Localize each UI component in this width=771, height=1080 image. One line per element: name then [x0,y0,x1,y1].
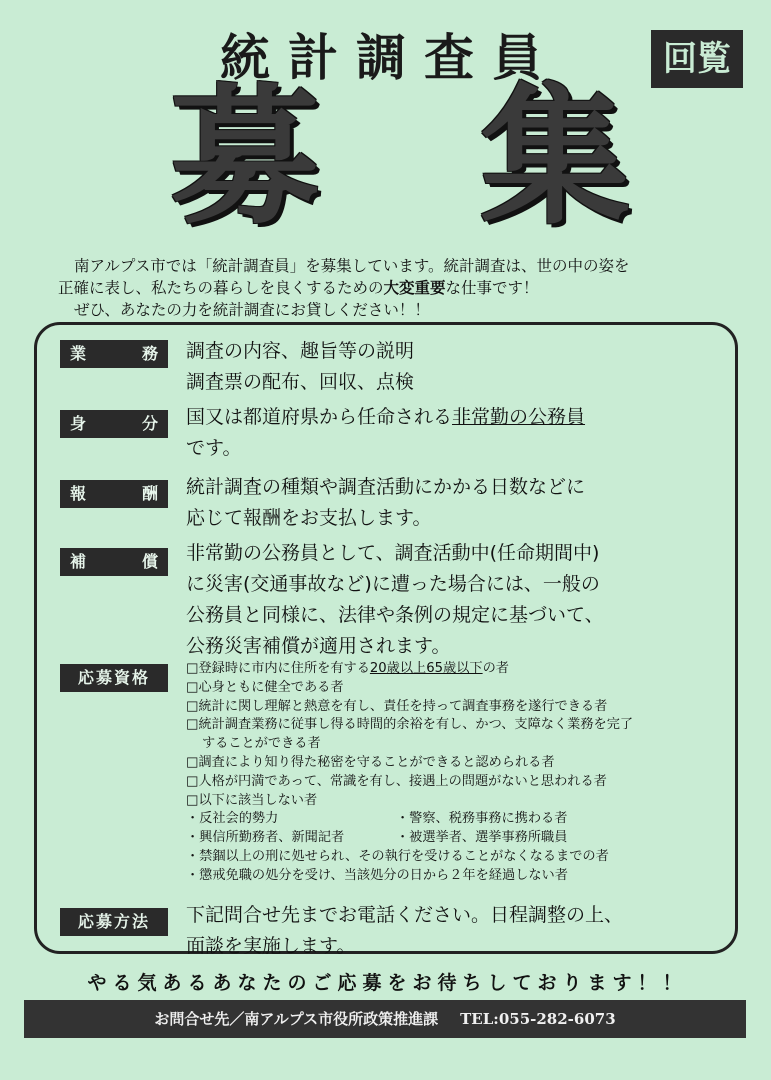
closing-message: やる気あるあなたのご応募をお待ちしております！！ [87,972,688,994]
qualification-age-range: 20歳以上65歳以下 [369,661,483,676]
label-qualifications [60,664,168,692]
contact-department: お問合せ先／南アルプス市役所政策推進課 [154,1010,439,1028]
label-compensation [60,548,168,576]
intro-line-2 [58,277,738,299]
compensation-line-4: 公務災害補償が適用されます。 [186,635,451,657]
exclusion-item: ・被選挙者、選挙事務所職員 [396,830,568,846]
qualification-item: □統計に関し理解と熱意を有し、責任を持って調査事務を遂行できる者 [186,698,608,714]
qualification-1a: □登録時に市内に住所を有する [186,661,370,676]
label-how-to-apply [60,908,168,936]
duties-line-1: 調査の内容、趣旨等の説明 [186,340,415,362]
how-to-apply-text [186,900,726,962]
intro-text [58,255,738,321]
page-title: 統計調査員 [220,29,560,87]
compensation-line-3: 公務員と同様に、法律や条例の規定に基づいて、 [186,604,604,626]
remuneration-line-2: 応じて報酬をお支払します。 [186,507,432,529]
status-line-1a: 国又は都道府県から任命される [186,406,453,428]
duties-text [186,336,726,398]
remuneration-line-1: 統計調査の種類や調査活動にかかる日数などに [186,476,586,498]
remuneration-text [186,472,726,534]
label-duties-a: 業 [70,344,87,363]
qualification-item [186,660,731,679]
intro-line-2a: 正確に表し、私たちの暮らしを良くするための [58,279,384,297]
circulation-stamp: 回覧 [651,30,743,88]
apply-line-2: 面談を実施します。 [186,935,356,957]
label-compensation-b: 償 [141,552,158,571]
intro-emphasis: 大変重要 [383,279,446,297]
compensation-line-2: に災害(交通事故など)に遭った場合には、一般の [186,573,600,595]
status-line-2: です。 [186,437,242,459]
qualifications-list [186,660,731,886]
label-duties-b: 務 [141,344,158,363]
label-status-a: 身 [70,414,87,433]
exclusion-item: ・禁錮以上の刑に処せられ、その執行を受けることがなくなるまでの者 [186,848,609,864]
exclusion-item: ・反社会的勢力 [186,811,279,827]
contact-phone: TEL:055-282-6073 [460,1010,616,1028]
qualification-item: □以下に該当しない者 [186,792,318,808]
intro-line-3: ぜひ、あなたの力を統計調査にお貸しください！！ [74,301,430,319]
apply-line-1: 下記問合せ先までお電話ください。日程調整の上、 [186,904,624,926]
qualification-item: □心身ともに健全である者 [186,679,344,695]
label-how-to-apply-text: 応募方法 [77,912,150,931]
label-compensation-a: 補 [70,552,87,571]
intro-line-1: 南アルプス市では「統計調査員」を募集しています。統計調査は、世の中の姿を [74,257,630,275]
label-qualifications-text: 応募資格 [77,668,150,687]
headline-char-1: 募 [170,71,321,245]
exclusion-list [186,810,731,848]
status-text [186,402,726,464]
label-remuneration-a: 報 [70,484,87,503]
label-remuneration [60,480,168,508]
exclusion-item: ・警察、税務事務に携わる者 [396,811,568,827]
contact-footer [24,1000,746,1038]
label-status-b: 分 [141,414,158,433]
label-remuneration-b: 酬 [141,484,158,503]
duties-line-2: 調査票の配布、回収、点検 [186,371,415,393]
intro-line-2c: な仕事です！ [445,279,539,297]
status-line-1 [186,402,726,433]
label-status [60,410,168,438]
headline-char-2: 集 [479,71,630,245]
status-underline: 非常勤の公務員 [452,406,586,428]
compensation-line-1: 非常勤の公務員として、調査活動中(任命期間中) [186,542,600,564]
label-duties [60,340,168,368]
recruitment-headline [170,71,630,245]
qualification-1c: の者 [482,661,509,676]
qualification-item-cont: することができる者 [202,736,321,752]
qualification-item: □調査により知り得た秘密を守ることができると認められる者 [186,754,555,770]
compensation-text [186,538,726,662]
exclusion-item: ・懲戒免職の処分を受け、当該処分の日から２年を経過しない者 [186,867,568,883]
qualification-item: □人格が円満であって、常識を有し、接遇上の問題がないと思われる者 [186,773,607,789]
exclusion-item: ・興信所勤務者、新聞記者 [186,830,345,846]
qualification-item: □統計調査業務に従事し得る時間的余裕を有し、かつ、支障なく業務を完了 [186,717,634,733]
